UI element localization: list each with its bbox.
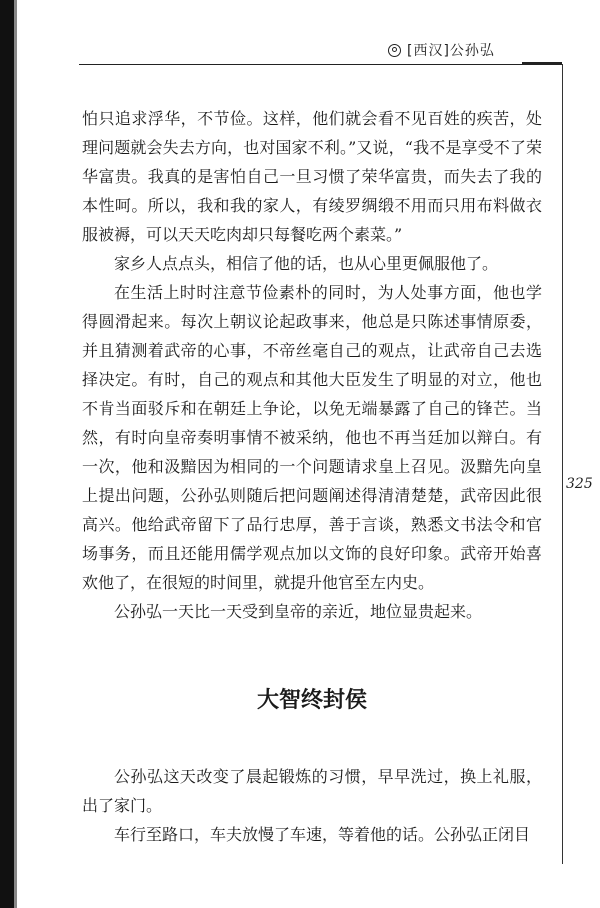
- margin-rule: [562, 64, 563, 864]
- target-circle-icon: [388, 44, 401, 57]
- header-rule: [79, 64, 562, 65]
- paragraph: 公孙弘这天改变了晨起锻炼的习惯，早早洗过，换上礼服，出了家门。: [82, 767, 542, 815]
- running-header: [388, 40, 495, 60]
- page-edge-shadow: [0, 0, 14, 908]
- body-text: [82, 104, 542, 849]
- paragraph: 公孙弘一天比一天受到皇帝的亲近，地位显贵起来。: [114, 602, 483, 621]
- running-header-text: [西汉]公孙弘: [407, 43, 495, 59]
- page-number: 325: [566, 476, 593, 492]
- paragraph: 在生活上时时注意节俭素朴的同时，为人处事方面，他也学得圆滑起来。每次上朝议论起政事来，他总是只陈述事情原委，并且猜测着武帝的心事，不帝丝毫自己的观点，让武帝自己去选择决定。有时，自己的观点和其他大臣发生了明显的对立，他也不肯当面驳斥和在朝廷上争论，以免无端暴露了自己的锋芒。当然，有时向皇帝奏明事情不被采纳，他也不再当廷加以辩白。有一次，他和汲黯因为相同的一个问题请求皇上召见。汲黯先向皇上提出问题，公孙弘则随后把问题阐述得清清楚楚，武帝因此很高兴。他给武帝留下了品行忠厚，善于言谈，熟悉文书法令和官场事务，而且还能用儒学观点加以文饰的良好印象。武帝开始喜欢他了，在很短的时间里，就提升他官至左内史。: [82, 283, 542, 592]
- header-rule-accent: [522, 62, 562, 65]
- section-title: 大智终封侯: [256, 688, 367, 713]
- paragraph: 家乡人点点头，相信了他的话，也从心里更佩服他了。: [114, 254, 499, 273]
- paragraph: 怕只追求浮华，不节俭。这样，他们就会看不见百姓的疾苦，处理问题就会失去方向，也对国家不利。”又说，“我不是享受不了荣华富贵。我真的是害怕自己一旦习惯了荣华富贵，而失去了我的本性呵。所以，我和我的家人，有绫罗绸缎不用而只用布料做衣服被褥，可以天天吃肉却只每餐吃两个素菜。”: [82, 109, 542, 244]
- paragraph: 车行至路口，车夫放慢了车速，等着他的话。公孙弘正闭目: [114, 825, 531, 844]
